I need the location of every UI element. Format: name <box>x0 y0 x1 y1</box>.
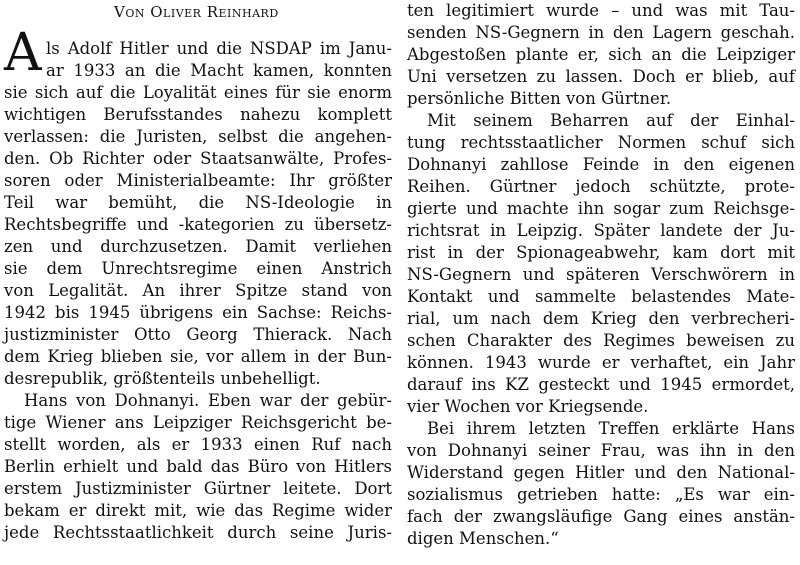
text-line: digen Menschen.“ <box>407 529 559 548</box>
text-line: den. Ob Richter oder Staatsanwälte, Profes- <box>4 149 392 168</box>
text-line: rial, um nach dem Krieg den verbrecheri- <box>407 309 795 328</box>
text-line: verlassen: die Juristen, selbst die angehen- <box>4 127 392 146</box>
text-line: senden NS-Gegnern in den Lagern geschah. <box>407 23 795 42</box>
text-line: persönliche Bitten von Gürtner. <box>407 89 672 108</box>
text-line: Uni versetzen zu lassen. Doch er blieb, auf <box>407 67 795 86</box>
drop-cap: A <box>4 23 42 83</box>
text-line: von Dohnanyi seiner Frau, was ihn in den <box>407 441 795 460</box>
text-line: Mit seinem Beharren auf der Einhal- <box>427 111 795 130</box>
text-line: Dohnanyi zahllose Feinde in den eigenen <box>407 155 795 174</box>
text-line: Berlin erhielt und bald das Büro von Hitlers <box>4 457 392 476</box>
text-line: fach der zwangsläufige Gang eines anstän- <box>407 507 795 526</box>
text-line: können. 1943 wurde er verhaftet, ein Jahr <box>407 353 795 372</box>
text-line: bekam er direkt mit, wie das Regime wider <box>4 501 392 520</box>
byline: Von Oliver Reinhard <box>114 3 279 21</box>
text-line: Bei ihrem letzten Treffen erklärte Hans <box>427 419 795 438</box>
text-line: Abgestoßen plante er, sich an die Leipziger <box>407 45 795 64</box>
text-line: sie sich auf die Loyalität eines für sie enorm <box>4 83 392 102</box>
text-line: tige Wiener ans Leipziger Reichsgericht be- <box>4 413 392 432</box>
text-line: Reihen. Gürtner jedoch schützte, prote- <box>407 177 795 196</box>
text-line: Kontakt und sammelte belastendes Mate- <box>407 287 795 306</box>
text-line: vier Wochen vor Kriegsende. <box>407 397 649 416</box>
text-line: stellt worden, als er 1933 einen Ruf nach <box>4 435 392 454</box>
text-line: von Legalität. An ihrer Spitze stand von <box>4 281 392 300</box>
text-line: erstem Justizminister Gürtner leitete. Dort <box>4 479 392 498</box>
text-line: tung rechtsstaatlicher Normen schuf sich <box>407 133 795 152</box>
text-line: ar 1933 an die Macht kamen, konnten <box>46 61 392 80</box>
text-line: Rechtsbegriffe und -kategorien zu übersetz- <box>4 215 392 234</box>
text-line: dem Krieg blieben sie, vor allem in der Bun- <box>4 347 392 366</box>
text-line: ls Adolf Hitler und die NSDAP im Janu- <box>46 39 392 58</box>
text-line: sie dem Unrechtsregime einen Anstrich <box>4 259 392 278</box>
text-line: schen Charakter des Regimes beweisen zu <box>407 331 795 350</box>
text-line: zen und durchzusetzen. Damit verliehen <box>4 237 392 256</box>
text-line: jede Rechtsstaatlichkeit durch seine Juris- <box>4 523 392 542</box>
text-line: 1942 bis 1945 übrigens ein Sachse: Reichs- <box>4 303 392 322</box>
text-line: Teil war bemüht, die NS-Ideologie in <box>4 193 392 212</box>
text-line: rist in der Spionageabwehr, kam dort mit <box>407 243 795 262</box>
text-line: darauf ins KZ gesteckt und 1945 ermordet, <box>407 375 795 394</box>
text-line: richtsrat in Leipzig. Später landete der Ju- <box>407 221 795 240</box>
text-line: NS-Gegnern und späteren Verschwörern in <box>407 265 795 284</box>
text-line: desrepublik, größtenteils unbehelligt. <box>4 369 321 388</box>
text-line: wichtigen Berufsstandes nahezu komplett <box>4 105 392 124</box>
text-line: sozialismus getrieben hatte: „Es war ein- <box>407 485 795 504</box>
text-line: justizminister Otto Georg Thierack. Nach <box>4 325 392 344</box>
text-line: gierte und machte ihn sogar zum Reichsge- <box>407 199 795 218</box>
text-line: Hans von Dohnanyi. Eben war der gebür- <box>24 391 392 410</box>
text-line: Widerstand gegen Hitler und den National- <box>407 463 795 482</box>
text-line: ten legitimiert wurde – und was mit Tau- <box>407 1 795 20</box>
text-line: soren oder Ministerialbeamte: Ihr größter <box>4 171 392 190</box>
